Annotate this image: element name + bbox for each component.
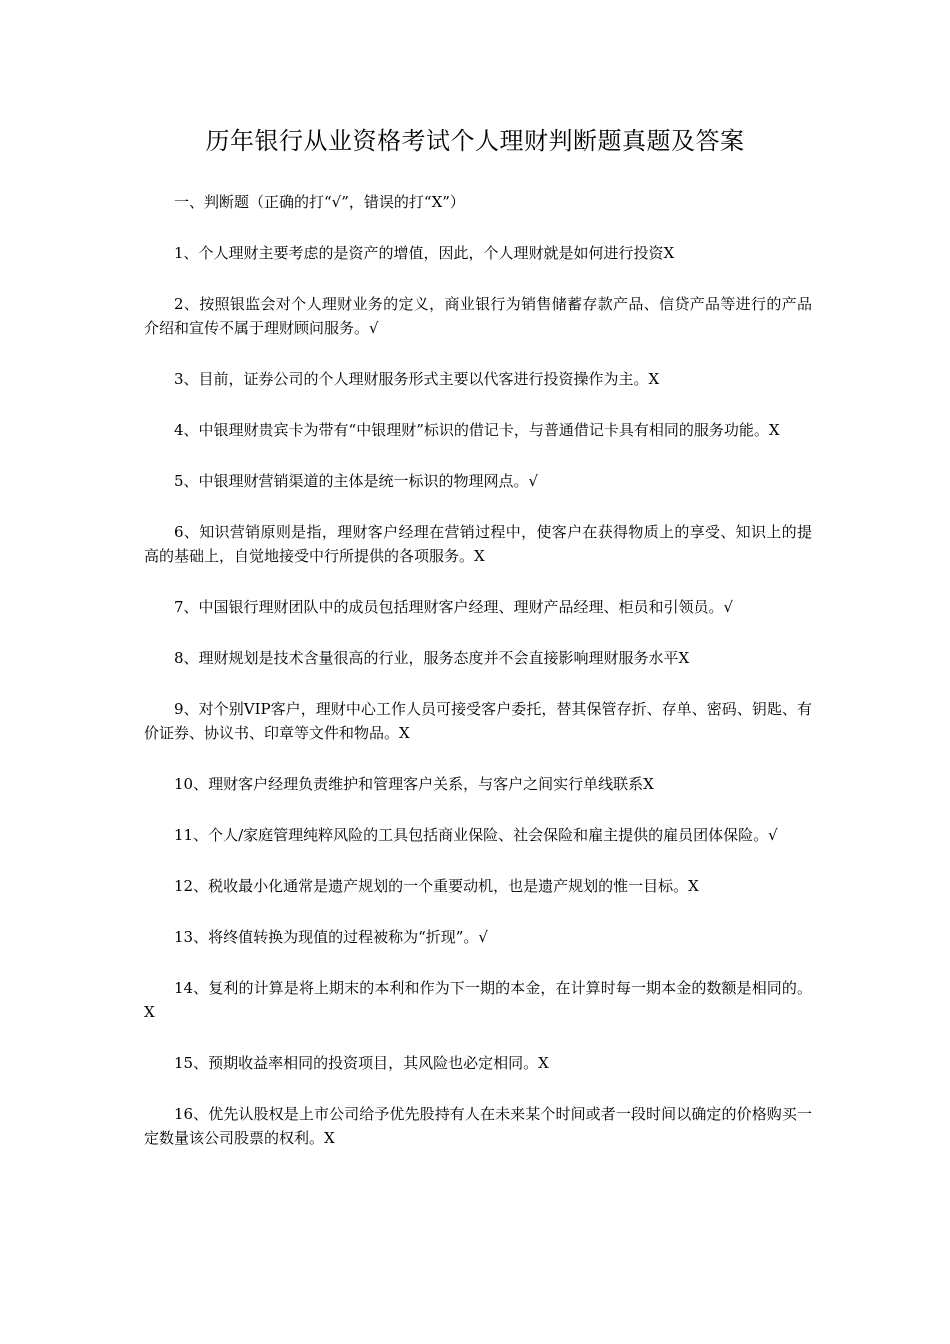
section-heading: 一、判断题（正确的打“√”，错误的打“X”） xyxy=(174,193,465,211)
question-7: 7、中国银行理财团队中的成员包括理财客户经理、理财产品经理、柜员和引领员。√ xyxy=(174,598,734,616)
question-5: 5、中银理财营销渠道的主体是统一标识的物理网点。√ xyxy=(174,472,539,490)
question-9: 9、对个别VIP客户，理财中心工作人员可接受客户委托，替其保管存折、存单、密码、钥匙、有价证券、协议书、印章等文件和物品。X xyxy=(144,700,812,742)
question-16: 16、优先认股权是上市公司给予优先股持有人在未来某个时间或者一段时间以确定的价格购买一定数量该公司股票的权利。X xyxy=(144,1105,812,1147)
question-1: 1、个人理财主要考虑的是资产的增值，因此，个人理财就是如何进行投资X xyxy=(174,244,675,262)
question-15: 15、预期收益率相同的投资项目，其风险也必定相同。X xyxy=(174,1054,549,1072)
question-11: 11、个人/家庭管理纯粹风险的工具包括商业保险、社会保险和雇主提供的雇员团体保险。√ xyxy=(174,826,778,844)
question-2: 2、按照银监会对个人理财业务的定义，商业银行为销售储蓄存款产品、信贷产品等进行的产品介绍和宣传不属于理财顾问服务。√ xyxy=(144,295,812,337)
question-10: 10、理财客户经理负责维护和管理客户关系，与客户之间实行单线联系X xyxy=(174,775,654,793)
question-6: 6、知识营销原则是指，理财客户经理在营销过程中，使客户在获得物质上的享受、知识上的提高的基础上，自觉地接受中行所提供的各项服务。X xyxy=(144,523,812,565)
question-4: 4、中银理财贵宾卡为带有“中银理财”标识的借记卡，与普通借记卡具有相同的服务功能。X xyxy=(174,421,780,439)
question-12: 12、税收最小化通常是遗产规划的一个重要动机，也是遗产规划的惟一目标。X xyxy=(174,877,699,895)
question-3: 3、目前，证券公司的个人理财服务形式主要以代客进行投资操作为主。X xyxy=(174,370,660,388)
question-8: 8、理财规划是技术含量很高的行业，服务态度并不会直接影响理财服务水平X xyxy=(174,649,690,667)
document-body xyxy=(144,190,812,1177)
question-13: 13、将终值转换为现值的过程被称为“折现”。√ xyxy=(174,928,488,946)
document-title: 历年银行从业资格考试个人理财判断题真题及答案 xyxy=(205,127,745,155)
question-14: 14、复利的计算是将上期末的本利和作为下一期的本金，在计算时每一期本金的数额是相同的。X xyxy=(144,979,812,1021)
